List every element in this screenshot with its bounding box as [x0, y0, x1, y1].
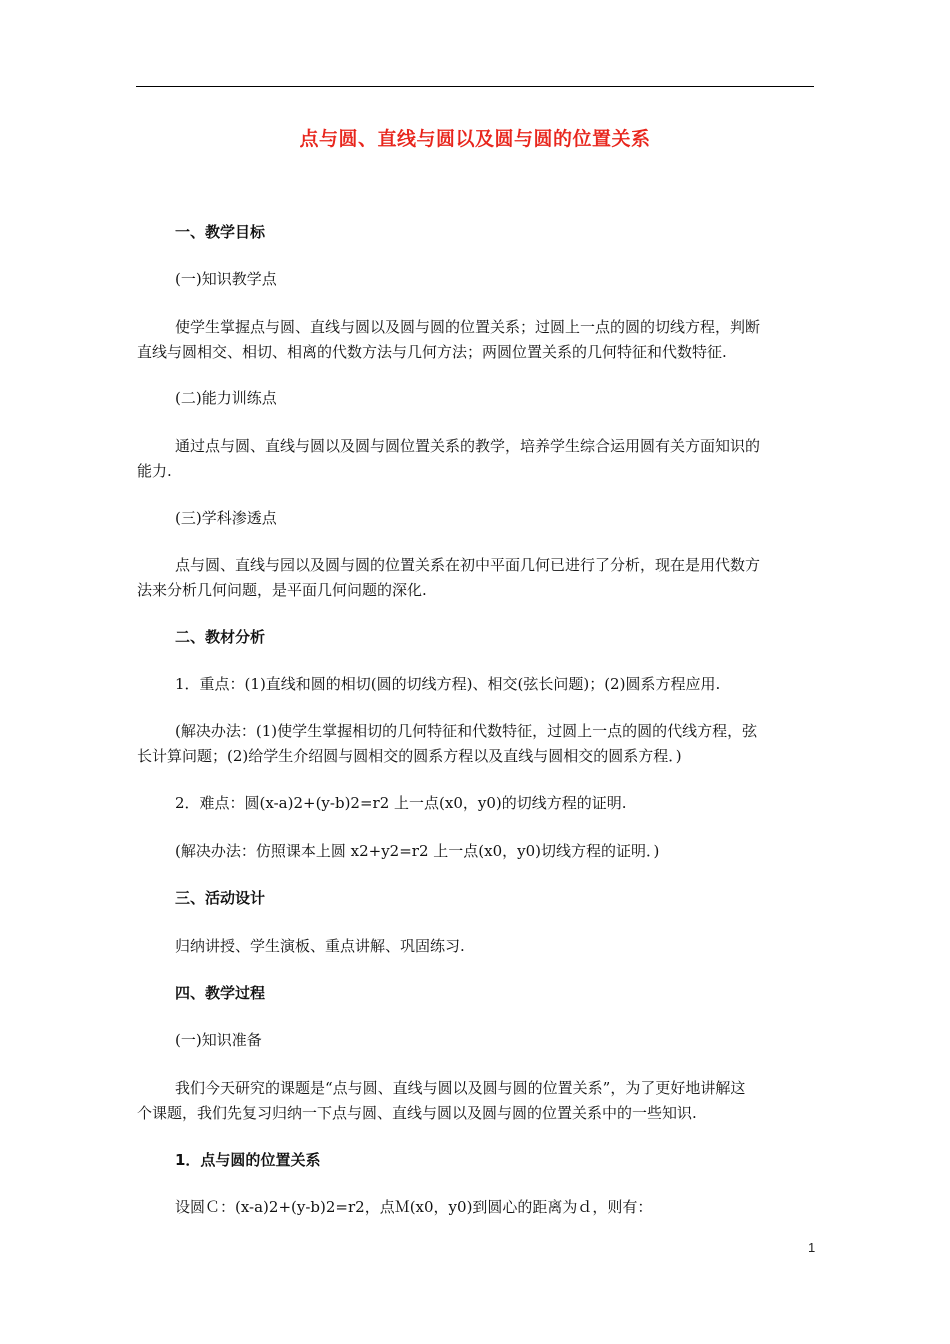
paragraph-line: (解决办法：(1)使学生掌握相切的几何特征和代数特征，过圆上一点的圆的代线方程，弦 — [175, 722, 758, 740]
solution-text: (解决办法：仿照课本上圆 x2+y2=r2 上一点(x0，y0)切线方程的证明．) — [175, 842, 660, 860]
paragraph-line: 法来分析几何问题，是平面几何问题的深化. — [137, 581, 427, 599]
paragraph-line: 能力. — [137, 462, 172, 480]
key-point-text: 1．重点：(1)直线和圆的相切(圆的切线方程)、相交(弦长问题)；(2)圆系方程应用. — [175, 675, 721, 693]
paragraph-line: 直线与圆相交、相切、相离的代数方法与几何方法；两圆位置关系的几何特征和代数特征. — [137, 343, 727, 361]
section-heading-material-analysis: 二、教材分析 — [175, 628, 266, 646]
paragraph-line: 个课题，我们先复习归纳一下点与圆、直线与圆以及圆与圆的位置关系中的一些知识. — [137, 1104, 697, 1122]
paragraph-line: 使学生掌握点与圆、直线与圆以及圆与圆的位置关系；过圆上一点的圆的切线方程，判断 — [175, 318, 761, 336]
subsection-label-penetration: (三)学科渗透点 — [175, 509, 277, 527]
page-number: 1 — [808, 1240, 816, 1255]
section-heading-teaching-goals: 一、教学目标 — [175, 223, 266, 241]
subsection-label-knowledge-prep: (一)知识准备 — [175, 1031, 262, 1049]
difficult-point-text: 2．难点：圆(x-a)2+(y-b)2=r2 上一点(x0，y0)的切线方程的证明. — [175, 794, 627, 812]
paragraph-line: 通过点与圆、直线与圆以及圆与圆位置关系的教学，培养学生综合运用圆有关方面知识的 — [175, 437, 761, 455]
section-heading-teaching-process: 四、教学过程 — [175, 984, 266, 1002]
paragraph-line: 长计算问题；(2)给学生介绍圆与圆相交的圆系方程以及直线与圆相交的圆系方程．) — [137, 747, 682, 765]
setup-text: 设圆Ｃ：(x-a)2+(y-b)2=r2，点Ｍ(x0，y0)到圆心的距离为ｄ，则有： — [175, 1198, 653, 1216]
document-title: 点与圆、直线与圆以及圆与圆的位置关系 — [299, 128, 651, 150]
paragraph-line: 点与圆、直线与园以及圆与圆的位置关系在初中平面几何已进行了分析，现在是用代数方 — [175, 556, 761, 574]
section-heading-activity-design: 三、活动设计 — [175, 889, 266, 907]
paragraph-line: 我们今天研究的课题是“点与圆、直线与圆以及圆与圆的位置关系”，为了更好地讲解这 — [175, 1079, 746, 1097]
subheading-point-circle: 1．点与圆的位置关系 — [175, 1151, 321, 1169]
subsection-label-knowledge: (一)知识教学点 — [175, 270, 277, 288]
activity-text: 归纳讲授、学生演板、重点讲解、巩固练习. — [175, 937, 465, 955]
header-rule — [136, 86, 814, 87]
subsection-label-ability: (二)能力训练点 — [175, 389, 277, 407]
